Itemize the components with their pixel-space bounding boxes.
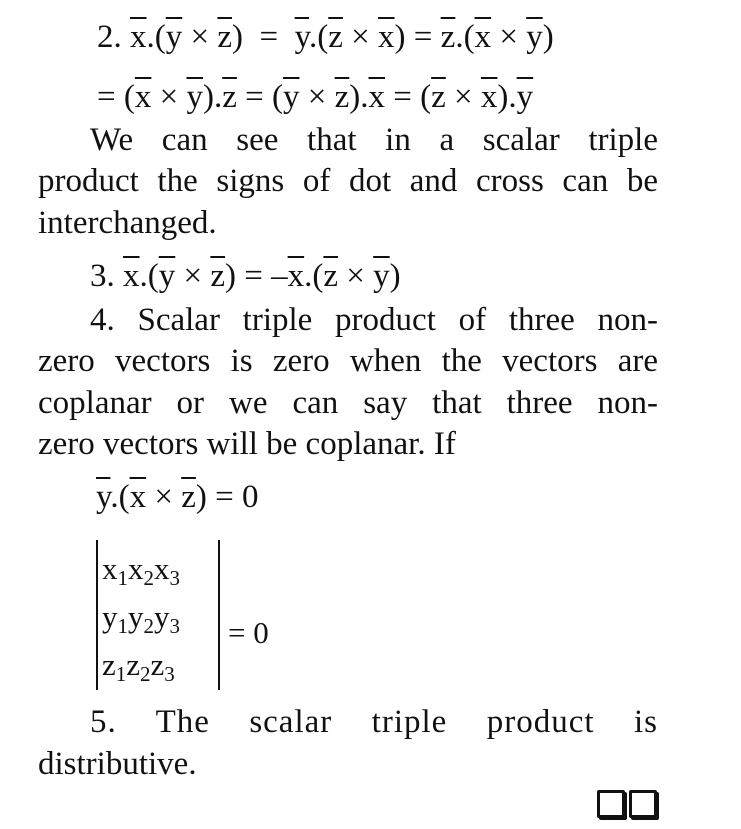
- determinant-row-2: [102, 597, 180, 646]
- operator: .(: [309, 19, 329, 55]
- determinant-row-3: [102, 645, 175, 694]
- det-subscript: 1: [117, 566, 128, 590]
- operator: ×: [299, 79, 335, 115]
- operator: ×: [338, 258, 374, 294]
- vector-y: $\overline{y}$: [158, 258, 176, 294]
- vector-y: $\overline{y}$: [165, 19, 183, 55]
- vector-z: $\overline{z}$: [210, 258, 226, 294]
- det-subscript: 3: [169, 566, 180, 590]
- operator: ×: [342, 19, 379, 55]
- det-entry: x: [154, 551, 170, 586]
- vector-x: $\overline{x}$: [378, 19, 395, 55]
- operator: ).: [497, 79, 517, 115]
- operator: ) = 0: [195, 479, 259, 515]
- det-subscript: 1: [115, 662, 127, 686]
- operator: =: [405, 19, 441, 55]
- paragraph-4-line-4: zero vectors will be coplanar. If: [38, 426, 456, 462]
- operator: .(: [139, 258, 159, 294]
- det-subscript: 2: [140, 662, 151, 686]
- operator: .(: [304, 258, 324, 294]
- paragraph-1-line-3: interchanged.: [38, 205, 217, 241]
- operator: = (: [385, 79, 432, 115]
- vector-x: $\overline{x}$: [287, 258, 305, 294]
- operator: ×: [151, 79, 187, 115]
- item-number: 3.: [90, 258, 115, 294]
- vector-y: $\overline{y}$: [373, 258, 390, 294]
- vector-z: $\overline{z}$: [217, 19, 233, 55]
- vector-y: $\overline{y}$: [294, 19, 310, 55]
- paragraph-5-line-2: distributive.: [38, 746, 197, 782]
- square-box-icon: [597, 790, 625, 818]
- operator: ).: [349, 79, 369, 115]
- vector-x: $\overline{x}$: [123, 258, 140, 294]
- vector-x: $\overline{x}$: [480, 79, 498, 115]
- paragraph-5-line-1: 5. The scalar triple product is: [90, 704, 658, 740]
- vector-x: $\overline{x}$: [368, 79, 386, 115]
- vector-y: $\overline{y}$: [283, 79, 300, 115]
- operator: = (: [97, 79, 135, 115]
- det-subscript: 3: [164, 662, 175, 686]
- det-subscript: 2: [143, 614, 154, 638]
- operator: ×: [445, 79, 481, 115]
- operator: ×: [182, 19, 218, 55]
- paragraph-4-line-1: 4. Scalar triple product of three non-: [90, 302, 658, 338]
- operator: ×: [175, 258, 211, 294]
- vector-x: $\overline{x}$: [130, 19, 147, 55]
- det-entry: z: [102, 647, 116, 682]
- vector-z: $\overline{z}$: [440, 19, 456, 55]
- square-box-icon: [629, 790, 657, 818]
- vector-x: $\overline{x}$: [129, 479, 147, 515]
- det-subscript: 1: [117, 614, 128, 638]
- item-number: 2.: [97, 19, 122, 55]
- operator: ): [394, 19, 406, 55]
- operator: =: [243, 19, 295, 55]
- vector-z: $\overline{z}$: [323, 258, 339, 294]
- det-entry: x: [128, 551, 144, 586]
- operator: .(: [110, 479, 130, 515]
- determinant-equals-zero: = 0: [228, 615, 269, 650]
- det-entry: x: [102, 551, 118, 586]
- paragraph-1-line-2: product the signs of dot and cross can be: [38, 163, 658, 199]
- vector-z: $\overline{z}$: [334, 79, 350, 115]
- operator: ×: [491, 19, 527, 55]
- vector-x: $\overline{x}$: [474, 19, 492, 55]
- end-of-section-marks: [597, 790, 657, 818]
- operator: ): [232, 19, 244, 55]
- vector-z: $\overline{z}$: [431, 79, 446, 115]
- paragraph-4-line-3: coplanar or we can say that three non-: [38, 385, 658, 421]
- operator: ×: [146, 479, 182, 515]
- equation-3: [90, 256, 401, 296]
- det-entry: z: [126, 647, 141, 682]
- operator: ): [542, 19, 554, 55]
- vector-z: $\overline{z}$: [181, 479, 196, 515]
- vector-z: $\overline{z}$: [328, 19, 343, 55]
- operator: ).: [202, 79, 223, 115]
- equation-2-line-1: [97, 17, 554, 57]
- operator: .(: [455, 19, 475, 55]
- det-subscript: 3: [169, 614, 180, 638]
- paragraph-4-line-2: zero vectors is zero when the vectors are: [38, 343, 658, 379]
- det-entry: z: [150, 647, 165, 682]
- equation-4: [96, 477, 259, 517]
- det-entry: y: [102, 599, 118, 634]
- det-entry: y: [128, 599, 144, 634]
- equation-2-line-2: [97, 77, 533, 117]
- vector-y: $\overline{y}$: [516, 79, 534, 115]
- vector-y: $\overline{y}$: [186, 79, 203, 115]
- operator: = (: [236, 79, 283, 115]
- determinant-row-1: [102, 549, 180, 598]
- operator: ): [389, 258, 401, 294]
- operator: .(: [146, 19, 166, 55]
- determinant: [96, 540, 220, 690]
- vector-z: $\overline{z}$: [222, 79, 237, 115]
- vector-y: $\overline{y}$: [96, 479, 111, 515]
- vector-y: $\overline{y}$: [526, 19, 543, 55]
- paragraph-1-line-1: We can see that in a scalar triple: [90, 122, 658, 158]
- det-subscript: 2: [143, 566, 154, 590]
- vector-x: $\overline{x}$: [134, 79, 152, 115]
- operator: ) = –: [225, 258, 288, 294]
- det-entry: y: [154, 599, 170, 634]
